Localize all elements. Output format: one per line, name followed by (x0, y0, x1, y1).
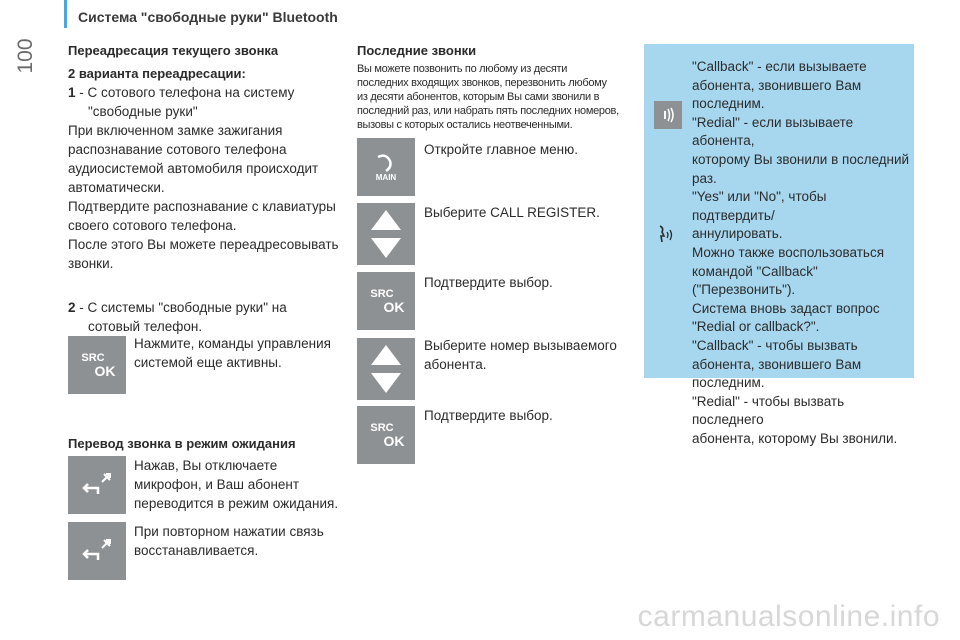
recent-calls-intro (357, 62, 637, 132)
up-down-arrows-icon (357, 203, 415, 265)
hold-step-2-line-0: При повторном нажатии связь (134, 524, 324, 539)
option-2-step-line-1: системой еще активны. (134, 355, 282, 370)
section-heading-recent-calls: Последние звонки (357, 43, 477, 58)
intro-line-3: последний раз, или набрать пять последних номеров, (357, 105, 619, 117)
recent-step-2: Выберите CALL REGISTER. (424, 205, 600, 220)
infobox-line: ("Перезвонить"). (692, 282, 796, 298)
hold-step-1-line-0: Нажав, Вы отключаете (134, 458, 278, 473)
arrow-down-icon (371, 238, 401, 258)
option-1-para-1: распознавание сотового телефона (68, 142, 287, 157)
infobox-line: Можно также воспользоваться (692, 244, 884, 260)
infobox-line: Система вновь задаст вопрос (692, 300, 880, 316)
option-1-para-3: автоматически. (68, 180, 165, 195)
option-1-para-6: После этого Вы можете переадресовывать (68, 237, 339, 252)
hold-step-1 (134, 456, 354, 513)
infobox-line: абонента, звонившего Вам (692, 77, 862, 93)
option-2-step (134, 334, 354, 372)
infobox-line: "Yes" или "No", чтобы подтвердить/ (692, 189, 827, 223)
option-2-number: 2 (68, 300, 76, 315)
infobox-line: "Callback" - чтобы вызвать (692, 337, 858, 353)
main-menu-icon (357, 138, 415, 196)
recent-step-4-line-1: абонента. (424, 357, 487, 372)
option-2-line1: - С системы "свободные руки" на (79, 300, 287, 315)
infobox-line: "Callback" - если вызываете (692, 59, 867, 74)
infobox-line: раз. (692, 170, 717, 186)
hold-arrow-icon (80, 536, 114, 566)
main-label: MAIN (375, 172, 397, 182)
arrow-up-icon (371, 210, 401, 230)
infobox-line: которому Вы звонили в последний (692, 151, 910, 167)
option-1-para-7: звонки. (68, 256, 114, 271)
option-1-line2: "свободные руки" (88, 104, 198, 119)
infobox-line: последним. (692, 375, 765, 391)
intro-line-0: Вы можете позвонить по любому из десяти (357, 63, 568, 75)
recent-step-4-line-0: Выберите номер вызываемого (424, 338, 617, 353)
recent-step-5: Подтвердите выбор. (424, 408, 553, 423)
option-1 (68, 83, 348, 273)
section-heading-transfer: Переадресация текущего звонка (68, 43, 279, 58)
intro-line-2: из десяти абонентов, которым Вы сами звонили в (357, 91, 600, 103)
options-heading: 2 варианта переадресации: (68, 66, 246, 81)
infobox-line: "Redial" - если вызываете абонента, (692, 114, 854, 149)
infobox-line: "Redial" - чтобы вызвать последнего (692, 393, 845, 428)
intro-line-1: последних входящих звонков, перезвонить любому (357, 77, 607, 89)
option-2-step-line-0: Нажмите, команды управления (134, 336, 331, 351)
option-1-para-2: аудиосистемой автомобиля происходит (68, 161, 319, 176)
hold-step-2-line-1: восстанавливается. (134, 543, 259, 558)
option-1-number: 1 (68, 85, 76, 100)
infobox-text (692, 58, 910, 448)
section-heading-hold: Перевод звонка в режим ожидания (68, 436, 296, 451)
intro-line-4: вызовы с которых остались неотвеченными. (357, 119, 573, 131)
page-title: Система "свободные руки" Bluetooth (78, 9, 338, 25)
option-1-para-4: Подтвердите распознавание с клавиатуры (68, 199, 336, 214)
src-ok-button-icon: SRC OK (357, 406, 415, 464)
src-ok-button-icon: SRC OK (68, 336, 126, 394)
watermark: carmanualsonline.info (637, 600, 940, 633)
hold-arrow-icon (80, 470, 114, 500)
infobox-line: последним. (692, 96, 765, 112)
option-1-para-5: своего сотового телефона. (68, 218, 237, 233)
recent-step-4 (424, 336, 634, 374)
page-number: 100 (14, 38, 37, 74)
mute-hold-icon (68, 456, 126, 514)
hold-step-1-line-1: микрофон, и Ваш абонент (134, 477, 300, 492)
infobox-line: абонента, звонившего Вам (692, 356, 862, 372)
speaking-head-icon (656, 224, 678, 246)
recent-step-3: Подтвердите выбор. (424, 275, 553, 290)
hold-step-2 (134, 522, 354, 560)
option-1-para-0: При включенном замке зажигания (68, 123, 283, 138)
hold-step-1-line-2: переводится в режим ожидания. (134, 496, 339, 511)
voice-button-icon (654, 101, 682, 129)
arrow-up-icon (371, 345, 401, 365)
src-ok-button-icon: SRC OK (357, 272, 415, 330)
infobox-line: "Redial or callback?". (692, 319, 820, 335)
option-2 (68, 298, 348, 336)
option-2-line2: сотовый телефон. (88, 319, 203, 334)
infobox-line: абонента, которому Вы звонили. (692, 430, 898, 446)
unmute-hold-icon (68, 522, 126, 580)
header-accent-bar (64, 0, 67, 28)
infobox-line: командой "Callback" (692, 263, 818, 279)
recent-step-1: Откройте главное меню. (424, 142, 578, 157)
infobox-line: аннулировать. (692, 226, 783, 242)
option-1-line1: - С сотового телефона на систему (79, 85, 295, 100)
voice-waves-icon (659, 107, 677, 123)
arrow-down-icon (371, 373, 401, 393)
phone-handset-icon (374, 153, 398, 173)
up-down-arrows-icon (357, 338, 415, 400)
